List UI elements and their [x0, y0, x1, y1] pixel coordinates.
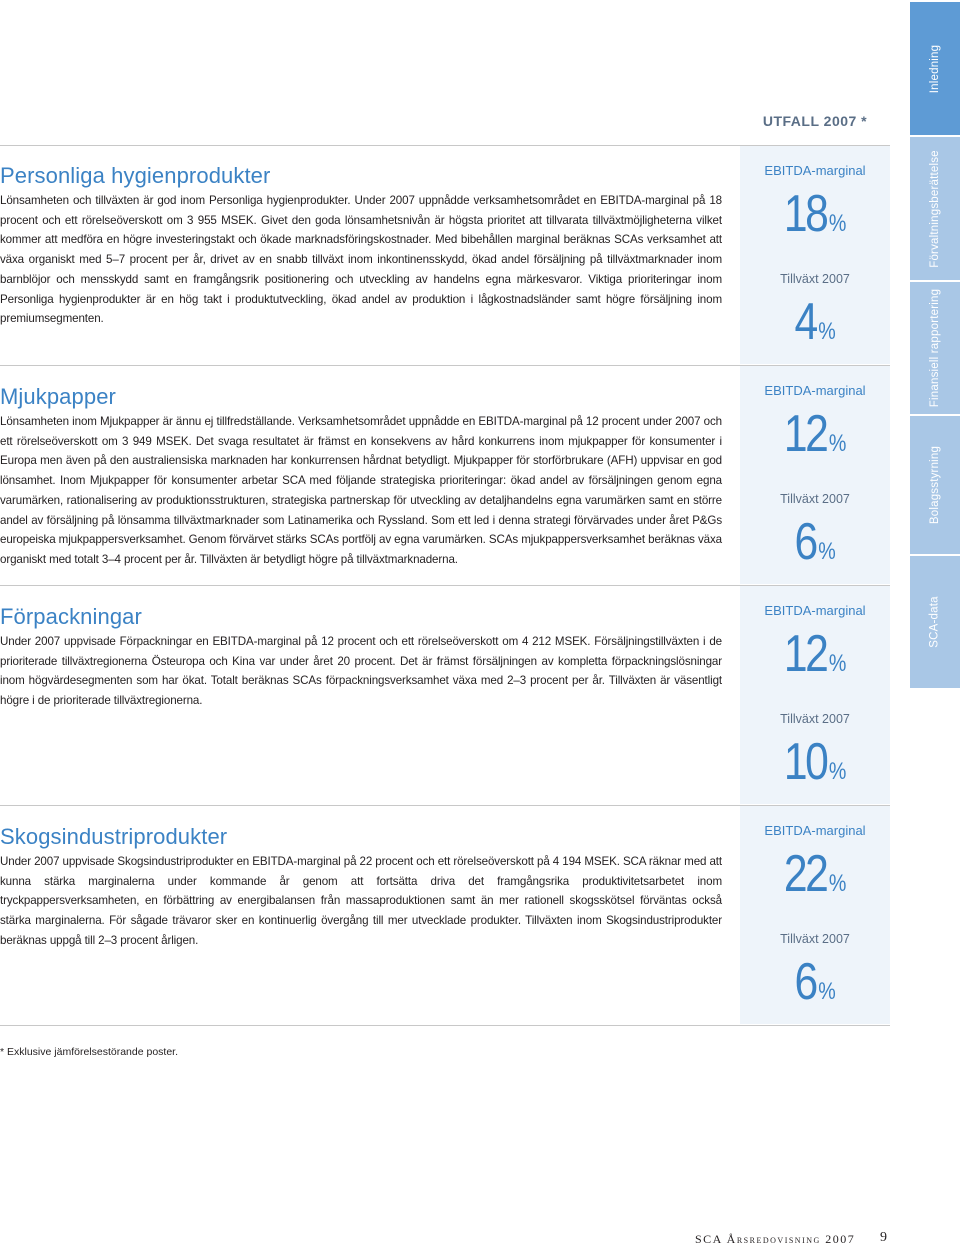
kpi-growth-value [794, 954, 835, 1020]
kpi-margin-label: EBITDA-marginal [764, 163, 866, 178]
page-number: 9 [880, 1230, 887, 1245]
tab-label: SCA-data [929, 596, 941, 648]
kpi-growth-value [784, 734, 846, 800]
section-title: Mjukpapper [0, 384, 116, 409]
kpi-margin-value [784, 406, 846, 472]
kpi-margin-value [784, 846, 846, 912]
kpi-growth-label: Tillväxt 2007 [780, 492, 850, 506]
divider [0, 365, 890, 366]
section-forpackningar [0, 604, 722, 711]
kpi-personliga-hygienprodukter [740, 162, 890, 360]
tab-label: Inledning [928, 44, 941, 93]
kpi-margin-value [784, 626, 846, 692]
section-skogsindustriprodukter [0, 824, 722, 951]
kpi-value-number: 6 [794, 953, 816, 1011]
utfall-header: UTFALL 2007 * [762, 113, 868, 129]
divider [0, 805, 890, 806]
kpi-growth-value [794, 294, 835, 360]
tab-label: Förvaltningsberättelse [929, 149, 942, 268]
tab-label: Finansiell rapportering [929, 288, 942, 408]
kpi-growth-value [794, 514, 835, 580]
kpi-growth-label: Tillväxt 2007 [780, 272, 850, 286]
kpi-value-number: 12 [783, 625, 827, 683]
kpi-margin-label: EBITDA-marginal [764, 383, 866, 398]
kpi-value-number: 6 [794, 513, 816, 571]
kpi-value-number: 22 [783, 845, 827, 903]
section-text: Under 2007 uppvisade Förpackningar en EBITDA-marginal på 12 procent och ett rörelseöverskott om 4 212 MSEK. Försäljningstillväxten i de prioriterade tillväxtregionerna Östeuropa och Kina var under året 20 procent. Det är främst försäljningen av kompletta förpackningslösningar inom högvärdesegmenten som har ökat. Totalt beräknas SCAs förpackningsverksamhet växa med 2–3 procent per år. Tillväxten är väsentligt högre i de prioriterade tillväxtregionerna. [0, 635, 722, 708]
kpi-unit: % [828, 758, 847, 785]
kpi-unit: % [828, 430, 847, 457]
section-personliga-hygienprodukter [0, 163, 722, 329]
kpi-unit: % [818, 978, 836, 1005]
tab-forvaltningsberattelse[interactable] [910, 137, 960, 280]
kpi-margin-label: EBITDA-marginal [764, 823, 866, 838]
kpi-margin-value [784, 186, 846, 252]
kpi-growth-label: Tillväxt 2007 [780, 712, 850, 726]
tab-label: Bolagsstyrning [929, 445, 942, 525]
kpi-unit: % [818, 318, 836, 345]
section-text: Lönsamheten inom Mjukpapper är ännu ej tillfredställande. Verksamhetsområdet uppnådde en EBITDA-marginal på 12 procent under 2007 och ett rörelseöverskott om 3 949 MSEK. Det svaga resultatet är främst en konsekvens av hård konkurrens inom mjukpapper för konsumenter i Europa men även på den australiensiska marknaden har konkurrensen hårdnat betydligt. Mjukpapper för storförbrukare (AFH) uppvisar en god lönsamhet. Inom Mjukpapper för konsumenter arbetar SCA med följande strategiska prioriteringar: ökad andel av försäljningen genom egna varumärken, rationalisering av produktionsstrukturen, strategiska partnerskap för utveckling av detaljhandelns egna varumärken samt en större andel av försäljning på lönsamma tillväxtmarknader som Latinamerika och Ryssland. Som ett led i denna strategi förvärvades under året P&Gs europeiska mjukpappersverksamhet. Genom förvärvet stärks SCAs portfölj av egna varumärken. SCAs mjukpappersverksamhet beräknas växa organiskt med totalt 3–4 procent per år. Tillväxten är betydligt högre på tillväxtmarknaderna. [0, 415, 722, 566]
kpi-unit: % [828, 650, 847, 677]
section-text: Under 2007 uppvisade Skogsindustriprodukter en EBITDA-marginal på 22 procent och ett rörelseöverskott på 4 194 MSEK. SCA räknar med att kunna stärka marginalerna under kommande år genom att fortsätta driva det framgångsrika produktivitetsarbetet inom tryckpappersverksamheten, en förbättring av energibalansen från massaproduktionen samt än mer rationell skogsskötsel förväntas också stärka marginalerna. För sågade trävaror sker en kontinuerlig övergång till mer utvecklade produkter. Tillväxten inom Skogsindustriprodukter beräknas uppgå till 2–3 procent årligen. [0, 855, 722, 947]
section-text: Lönsamheten och tillväxten är god inom Personliga hygienprodukter. Under 2007 uppnådde verksamhetsområdet en EBITDA-marginal på 18 procent och ett rörelseöverskott om 3 955 MSEK. Givet den goda lönsamhetsnivån är högsta prioritet att tillvarata tillväxtmöjligheterna vilket kommer att medföra en högre investeringstakt och ökade marknadsföringskostnader. Med bibehållen marginal beräknas SCAs verksamhet att växa organiskt med 5–7 procent per år, drivet av en snabb tillväxt inom inkontinensskydd, ökad andel försäljning på tillväxtmarknader inom barnblöjor och mensskydd samt en framgångsrik positionering och utveckling av handelns egna märkesvaror. Viktiga prioriteringar inom Personliga hygienprodukter är en hög takt i produktutveckling, ökad andel av produktion i lågkostnadsländer samt högre försäljning inom premiumsegmenten. [0, 194, 722, 326]
kpi-value-number: 10 [783, 733, 827, 791]
section-mjukpapper [0, 384, 722, 570]
kpi-value-number: 18 [783, 185, 827, 243]
publication-title: SCA Årsredovisning 2007 [695, 1232, 856, 1246]
tab-finansiell-rapportering[interactable] [910, 282, 960, 414]
kpi-skogsindustriprodukter [740, 822, 890, 1020]
kpi-value-number: 12 [783, 405, 827, 463]
section-title: Personliga hygienprodukter [0, 163, 271, 188]
kpi-mjukpapper [740, 382, 890, 580]
tab-sca-data[interactable] [910, 556, 960, 688]
kpi-forpackningar [740, 602, 890, 800]
kpi-unit: % [818, 538, 836, 565]
section-title: Förpackningar [0, 604, 142, 629]
divider [0, 1025, 890, 1026]
divider [0, 585, 890, 586]
kpi-growth-label: Tillväxt 2007 [780, 932, 850, 946]
kpi-unit: % [828, 870, 847, 897]
kpi-margin-label: EBITDA-marginal [764, 603, 866, 618]
tab-inledning[interactable] [910, 2, 960, 135]
footnote: * Exklusive jämförelsestörande poster. [0, 1046, 179, 1058]
section-title: Skogsindustriprodukter [0, 824, 228, 849]
kpi-value-number: 4 [794, 293, 816, 351]
kpi-unit: % [828, 210, 847, 237]
tab-bolagsstyrning[interactable] [910, 416, 960, 554]
